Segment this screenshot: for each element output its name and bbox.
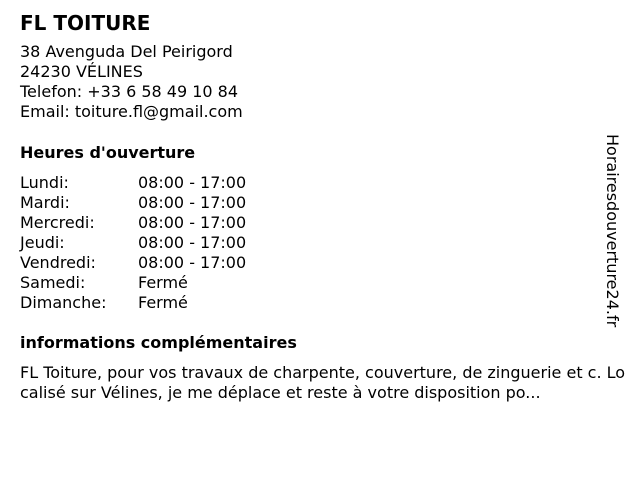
hours-row-sunday	[20, 293, 632, 313]
hours-day-label: Jeudi:	[20, 233, 65, 252]
hours-row-wednesday	[20, 213, 632, 233]
hours-time-value: 08:00 - 17:00	[138, 233, 247, 252]
hours-row-thursday	[20, 233, 632, 253]
address-city: 24230 VÉLINES	[20, 62, 143, 81]
hours-time-value: 08:00 - 17:00	[138, 253, 247, 272]
hours-row-monday	[20, 173, 632, 193]
hours-row-tuesday	[20, 193, 632, 213]
additional-info-text: FL Toiture, pour vos travaux de charpente, couverture, de zinguerie et c. Localisé sur Vélines, je me déplace et reste à votre disposition po...	[20, 363, 626, 402]
hours-time-value: 08:00 - 17:00	[138, 173, 247, 192]
email-line: Email: toiture.fl@gmail.com	[20, 102, 243, 121]
hours-time-value: Fermé	[138, 293, 188, 312]
hours-row-saturday	[20, 273, 632, 293]
additional-info-heading: informations complémentaires	[20, 333, 297, 352]
hours-day-label: Dimanche:	[20, 293, 107, 312]
hours-time-value: 08:00 - 17:00	[138, 213, 247, 232]
business-card	[20, 10, 632, 403]
hours-time-value: Fermé	[138, 273, 188, 292]
address-street: 38 Avenguda Del Peirigord	[20, 42, 233, 61]
business-name: FL TOITURE	[20, 11, 151, 35]
hours-day-label: Mercredi:	[20, 213, 95, 232]
hours-row-friday	[20, 253, 632, 273]
hours-day-label: Samedi:	[20, 273, 86, 292]
hours-day-label: Lundi:	[20, 173, 69, 192]
hours-time-value: 08:00 - 17:00	[138, 193, 247, 212]
hours-day-label: Vendredi:	[20, 253, 96, 272]
hours-day-label: Mardi:	[20, 193, 70, 212]
opening-hours-table	[20, 173, 632, 313]
opening-hours-heading: Heures d'ouverture	[20, 143, 196, 162]
site-watermark: Horairesdouverture24.fr	[603, 134, 622, 328]
phone-line: Telefon: +33 6 58 49 10 84	[20, 82, 239, 101]
